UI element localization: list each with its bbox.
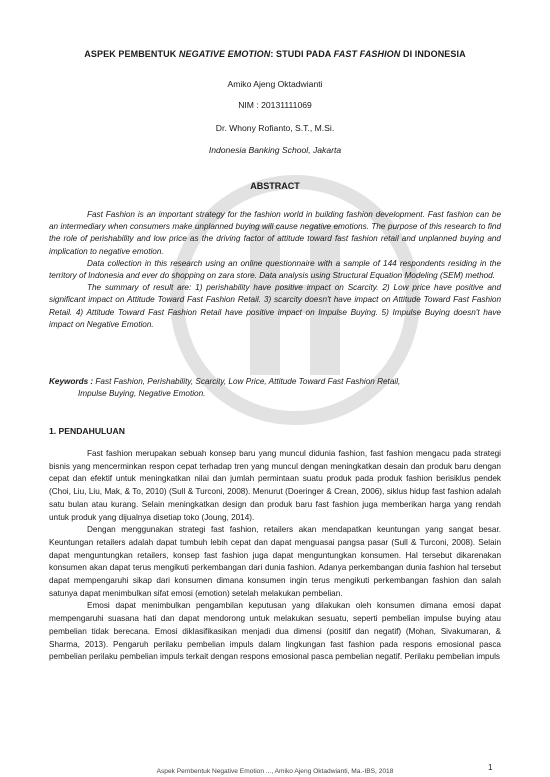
paper-title: ASPEK PEMBENTUK NEGATIVE EMOTION: STUDI PADA FAST FASHION DI INDONESIA (84, 49, 466, 59)
body-paragraph-3: Emosi dapat menimbulkan pengambilan keputusan yang dilakukan oleh konsumen dimana emosi dapat mempengaruhi suasana hati dan dapat mendorong untuk melakukan sesuatu, seperti pembelian impulse buying atau pembelian tidak berecana. Emosi diklasifikasikan menjadi dua dimensi (positif dan negatif) (Mohan, Sivakumaran, & Sharma, 2013). Pengaruh perilaku pembelian impuls dalam lingkungan fast fashion pada respons emosional pasca pembelian perilaku pembelian impuls terkait dengan respons emosional pasca pembelian negatif. Perilaku pembelian impuls (49, 601, 501, 662)
abstract-paragraph-1: Fast Fashion is an important strategy for the fashion world in building fashion development. Fast fashion can be an intermediary when consumers make unplanned buying will cause negative emotions. The purpose of this research to find the role of perishability and low price as the driving factor of attitude toward fast fashion retail and unplanned buying and implication to negative emotion. (49, 210, 501, 256)
supervisor-name: Dr. Whony Rofianto, S.T., M.Si. (215, 123, 335, 133)
abstract-paragraph-2: Data collection in this research using an online questionnaire with a sample of 144 respondents residing in the territory of Indonesia and ever do shopping on zara store. Data analysis using Structural Equation Modeling (SEM) method. (49, 258, 501, 281)
author-nim: NIM : 20131111069 (238, 100, 312, 110)
abstract-heading: ABSTRACT (250, 181, 300, 191)
abstract-paragraph-3: The summary of result are: 1) perishability have positive impact on Scarcity. 2) Low price have positive and significant impact on Attitude Toward Fast Fashion Retail. 3) scarcity doesn't have impact on Attitude Toward Fast Fashion Retail. 4) Attitude Toward Fast Fashion Retail have positive impact on Impulse Buying. 5) Impulse Buying doesn't have impact on Negative Emotion. (49, 283, 501, 329)
abstract-body (49, 209, 501, 331)
body-paragraph-1: Fast fashion merupakan sebuah konsep baru yang muncul didunia fashion, fast fashion mengacu pada strategi bisnis yang mencerminkan respon cepat terhadap tren yang muncul dengan meningkatkan desain dan produk baru dengan cepat dan efektif untuk meningkatkan nilai dan jumlah permintaan suatu produk pada produk fashion berisiklus pendek (Choi, Liu, Liu, Mak, & To, 2010) (Sull & Turconi, 2008). Menurut (Doeringer & Crean, 2006), siklus hidup fast fashion adalah satu bulan atau kurang. Selain meningkatkan design dan produk baru fast fashion juga memberikan harga yang rendah untuk produk yang dijualnya disetiap toko (Joung, 2014). (49, 449, 501, 522)
keywords-label: Keywords : (49, 377, 94, 386)
author-name: Amiko Ajeng Oktadwianti (227, 79, 323, 89)
section-heading: 1. PENDAHULUAN (49, 426, 125, 436)
institution: Indonesia Banking School, Jakarta (208, 145, 342, 155)
page-footer: Aspek Pembentuk Negative Emotion ..., Amiko Ajeng Oktadwianti, Ma.-IBS, 2018 (156, 768, 394, 775)
keywords-text-2: Impulse Buying, Negative Emotion. (78, 389, 206, 399)
keywords (49, 376, 501, 401)
keywords-text-1: Fast Fashion, Perishability, Scarcity, Low Price, Attitude Toward Fast Fashion Retail, (95, 377, 401, 386)
page-number: 1 (488, 763, 493, 772)
section-body (49, 448, 501, 664)
body-paragraph-2: Dengan menggunakan strategi fast fashion, retailers akan mendapatkan keuntungan yang sangat besar. Keuntungan retailers adalah dapat tumbuh lebih cepat dan dapat menguasai pangsa pasar (Sull & Turconi, 2008). Selain dapat menguntungkan retailers, konsep fast fashion juga dapat menguntungkan konsumen. Hal tersebut dikarenakan konsumen akan dapat terus mengikuti perkembangan dari dunia fashion. Adanya perkembangan dunia fashion hal tersebut dapat mempengaruhi sikap dari konsumen dimana konsumen ingin terus mengikuti perkembangan fashion dan salah satunya dapat menimbulkan sifat emosi (emotion) setelah melakukan pembelian. (49, 525, 501, 598)
